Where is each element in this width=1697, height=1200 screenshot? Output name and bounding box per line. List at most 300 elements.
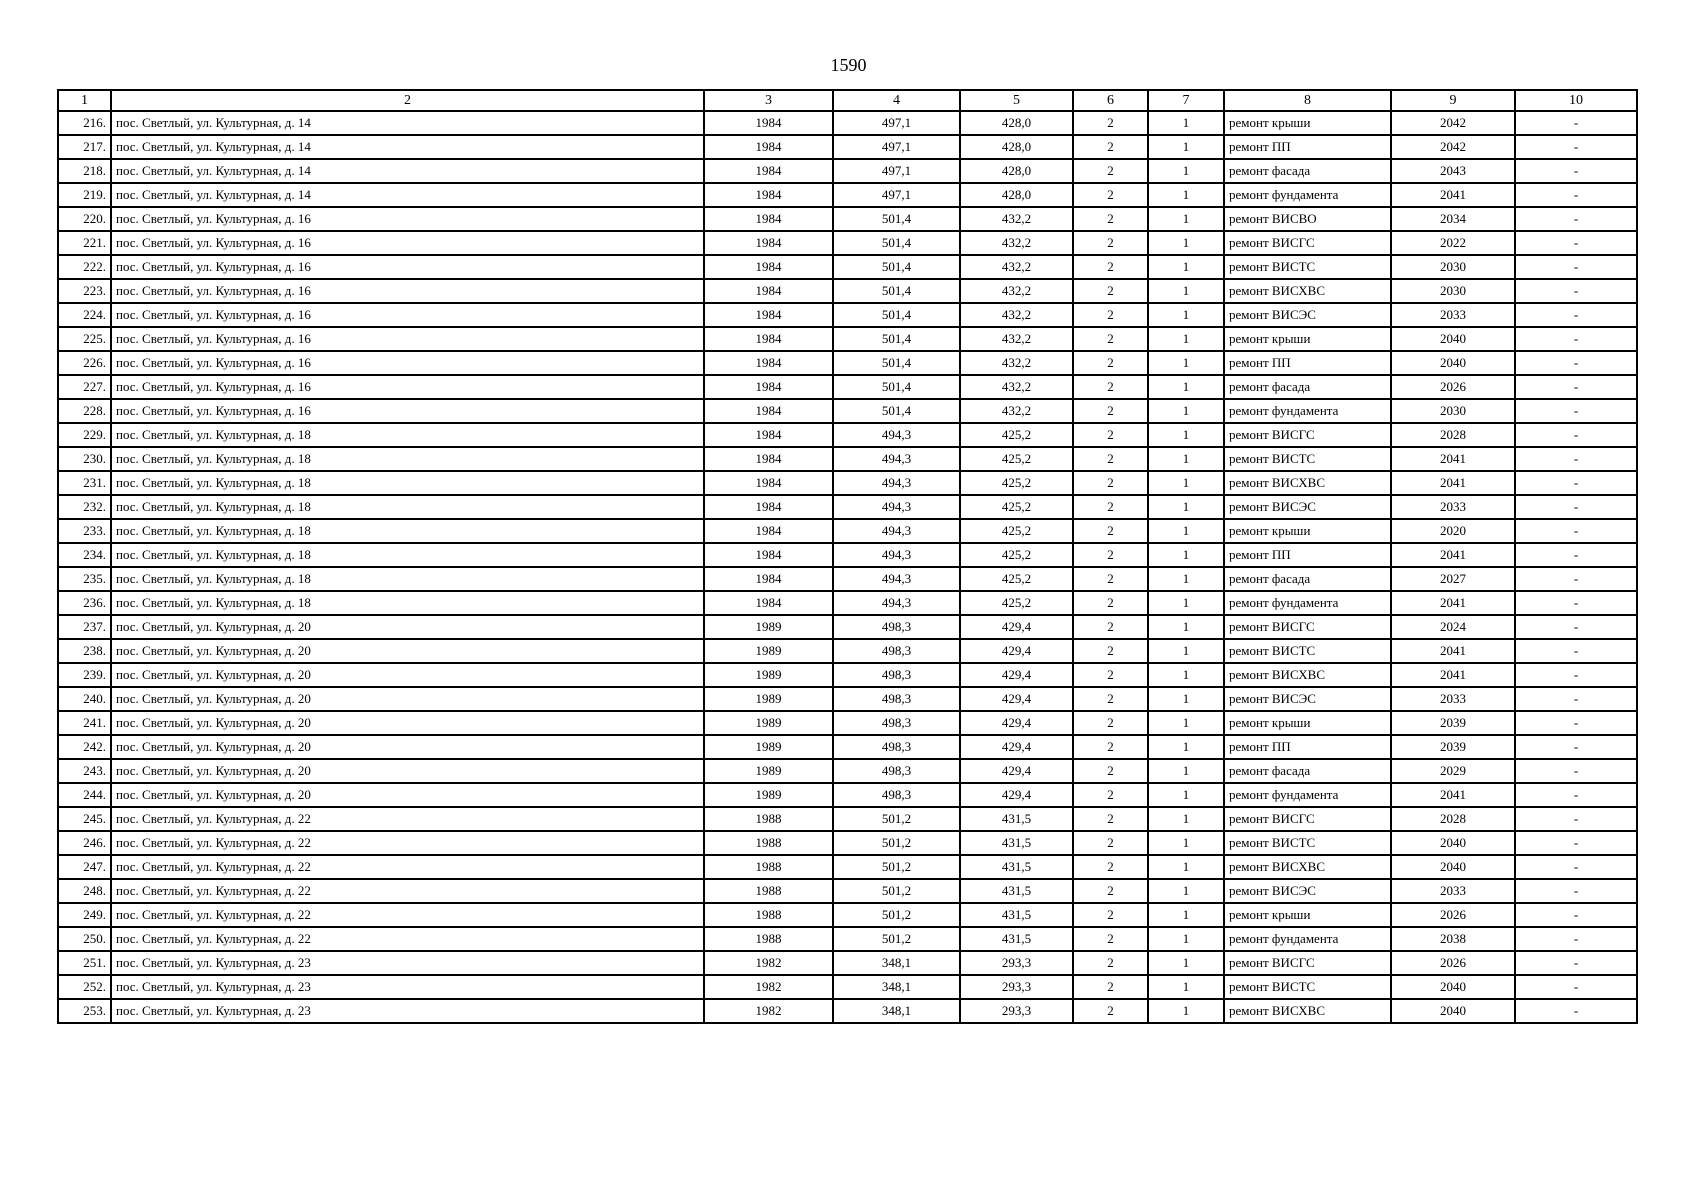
living-area-cell: 425,2 xyxy=(960,423,1073,447)
entrances-cell: 1 xyxy=(1148,279,1224,303)
year-built-cell: 1988 xyxy=(704,831,833,855)
work-type-cell: ремонт фундамента xyxy=(1224,399,1391,423)
planned-year-cell: 2041 xyxy=(1391,447,1515,471)
total-area-cell: 498,3 xyxy=(833,663,960,687)
living-area-cell: 429,4 xyxy=(960,687,1073,711)
table-row xyxy=(58,135,1637,159)
entrances-cell: 1 xyxy=(1148,999,1224,1023)
planned-year-cell: 2033 xyxy=(1391,879,1515,903)
table-row xyxy=(58,639,1637,663)
work-type-cell: ремонт ВИСЭС xyxy=(1224,879,1391,903)
note-cell: - xyxy=(1515,231,1637,255)
total-area-cell: 494,3 xyxy=(833,423,960,447)
work-type-cell: ремонт ВИСХВС xyxy=(1224,471,1391,495)
entrances-cell: 1 xyxy=(1148,231,1224,255)
floors-cell: 2 xyxy=(1073,711,1148,735)
entrances-cell: 1 xyxy=(1148,159,1224,183)
address-cell: пос. Светлый, ул. Культурная, д. 20 xyxy=(111,735,704,759)
row-number-cell: 244. xyxy=(58,783,111,807)
floors-cell: 2 xyxy=(1073,759,1148,783)
year-built-cell: 1984 xyxy=(704,303,833,327)
total-area-cell: 501,4 xyxy=(833,207,960,231)
entrances-cell: 1 xyxy=(1148,471,1224,495)
entrances-cell: 1 xyxy=(1148,687,1224,711)
address-cell: пос. Светлый, ул. Культурная, д. 20 xyxy=(111,711,704,735)
table-row xyxy=(58,615,1637,639)
work-type-cell: ремонт ВИСХВС xyxy=(1224,663,1391,687)
year-built-cell: 1984 xyxy=(704,351,833,375)
total-area-cell: 348,1 xyxy=(833,951,960,975)
work-type-cell: ремонт крыши xyxy=(1224,327,1391,351)
planned-year-cell: 2026 xyxy=(1391,951,1515,975)
address-cell: пос. Светлый, ул. Культурная, д. 18 xyxy=(111,447,704,471)
column-header: 2 xyxy=(111,90,704,111)
row-number-cell: 246. xyxy=(58,831,111,855)
table-row xyxy=(58,543,1637,567)
year-built-cell: 1984 xyxy=(704,255,833,279)
work-type-cell: ремонт ВИСЭС xyxy=(1224,495,1391,519)
address-cell: пос. Светлый, ул. Культурная, д. 20 xyxy=(111,639,704,663)
note-cell: - xyxy=(1515,183,1637,207)
floors-cell: 2 xyxy=(1073,183,1148,207)
work-type-cell: ремонт ПП xyxy=(1224,135,1391,159)
planned-year-cell: 2026 xyxy=(1391,375,1515,399)
entrances-cell: 1 xyxy=(1148,615,1224,639)
table-row xyxy=(58,975,1637,999)
row-number-cell: 217. xyxy=(58,135,111,159)
floors-cell: 2 xyxy=(1073,423,1148,447)
work-type-cell: ремонт фасада xyxy=(1224,567,1391,591)
work-type-cell: ремонт ВИСТС xyxy=(1224,255,1391,279)
work-type-cell: ремонт крыши xyxy=(1224,903,1391,927)
floors-cell: 2 xyxy=(1073,351,1148,375)
note-cell: - xyxy=(1515,807,1637,831)
living-area-cell: 432,2 xyxy=(960,327,1073,351)
row-number-cell: 253. xyxy=(58,999,111,1023)
table-body xyxy=(58,111,1637,1023)
planned-year-cell: 2040 xyxy=(1391,999,1515,1023)
table-row xyxy=(58,927,1637,951)
planned-year-cell: 2040 xyxy=(1391,351,1515,375)
row-number-cell: 236. xyxy=(58,591,111,615)
row-number-cell: 247. xyxy=(58,855,111,879)
floors-cell: 2 xyxy=(1073,255,1148,279)
column-header: 3 xyxy=(704,90,833,111)
entrances-cell: 1 xyxy=(1148,639,1224,663)
work-type-cell: ремонт ПП xyxy=(1224,735,1391,759)
year-built-cell: 1984 xyxy=(704,567,833,591)
address-cell: пос. Светлый, ул. Культурная, д. 22 xyxy=(111,879,704,903)
planned-year-cell: 2033 xyxy=(1391,687,1515,711)
living-area-cell: 429,4 xyxy=(960,615,1073,639)
living-area-cell: 428,0 xyxy=(960,135,1073,159)
row-number-cell: 243. xyxy=(58,759,111,783)
row-number-cell: 238. xyxy=(58,639,111,663)
work-type-cell: ремонт ВИСГС xyxy=(1224,807,1391,831)
note-cell: - xyxy=(1515,327,1637,351)
entrances-cell: 1 xyxy=(1148,327,1224,351)
table-row xyxy=(58,327,1637,351)
living-area-cell: 425,2 xyxy=(960,471,1073,495)
entrances-cell: 1 xyxy=(1148,735,1224,759)
floors-cell: 2 xyxy=(1073,519,1148,543)
total-area-cell: 494,3 xyxy=(833,495,960,519)
year-built-cell: 1984 xyxy=(704,135,833,159)
planned-year-cell: 2029 xyxy=(1391,759,1515,783)
repair-schedule-table xyxy=(57,89,1638,1024)
floors-cell: 2 xyxy=(1073,279,1148,303)
planned-year-cell: 2041 xyxy=(1391,183,1515,207)
living-area-cell: 428,0 xyxy=(960,159,1073,183)
living-area-cell: 432,2 xyxy=(960,231,1073,255)
total-area-cell: 501,4 xyxy=(833,303,960,327)
work-type-cell: ремонт ВИСТС xyxy=(1224,447,1391,471)
year-built-cell: 1989 xyxy=(704,735,833,759)
table-row xyxy=(58,519,1637,543)
row-number-cell: 249. xyxy=(58,903,111,927)
entrances-cell: 1 xyxy=(1148,807,1224,831)
work-type-cell: ремонт крыши xyxy=(1224,111,1391,135)
table-row xyxy=(58,447,1637,471)
row-number-cell: 224. xyxy=(58,303,111,327)
year-built-cell: 1984 xyxy=(704,159,833,183)
entrances-cell: 1 xyxy=(1148,135,1224,159)
row-number-cell: 240. xyxy=(58,687,111,711)
row-number-cell: 237. xyxy=(58,615,111,639)
floors-cell: 2 xyxy=(1073,783,1148,807)
year-built-cell: 1984 xyxy=(704,447,833,471)
total-area-cell: 348,1 xyxy=(833,975,960,999)
row-number-cell: 242. xyxy=(58,735,111,759)
year-built-cell: 1984 xyxy=(704,423,833,447)
planned-year-cell: 2039 xyxy=(1391,711,1515,735)
address-cell: пос. Светлый, ул. Культурная, д. 18 xyxy=(111,567,704,591)
entrances-cell: 1 xyxy=(1148,351,1224,375)
address-cell: пос. Светлый, ул. Культурная, д. 22 xyxy=(111,831,704,855)
total-area-cell: 494,3 xyxy=(833,591,960,615)
work-type-cell: ремонт фундамента xyxy=(1224,591,1391,615)
floors-cell: 2 xyxy=(1073,303,1148,327)
entrances-cell: 1 xyxy=(1148,111,1224,135)
living-area-cell: 425,2 xyxy=(960,519,1073,543)
planned-year-cell: 2020 xyxy=(1391,519,1515,543)
living-area-cell: 429,4 xyxy=(960,711,1073,735)
floors-cell: 2 xyxy=(1073,135,1148,159)
address-cell: пос. Светлый, ул. Культурная, д. 18 xyxy=(111,543,704,567)
table-row xyxy=(58,807,1637,831)
table-row xyxy=(58,879,1637,903)
living-area-cell: 431,5 xyxy=(960,831,1073,855)
floors-cell: 2 xyxy=(1073,615,1148,639)
year-built-cell: 1984 xyxy=(704,327,833,351)
note-cell: - xyxy=(1515,759,1637,783)
year-built-cell: 1988 xyxy=(704,879,833,903)
year-built-cell: 1988 xyxy=(704,855,833,879)
note-cell: - xyxy=(1515,567,1637,591)
work-type-cell: ремонт ВИСХВС xyxy=(1224,855,1391,879)
address-cell: пос. Светлый, ул. Культурная, д. 20 xyxy=(111,663,704,687)
living-area-cell: 432,2 xyxy=(960,255,1073,279)
planned-year-cell: 2040 xyxy=(1391,975,1515,999)
year-built-cell: 1988 xyxy=(704,807,833,831)
column-header: 6 xyxy=(1073,90,1148,111)
table-row xyxy=(58,951,1637,975)
note-cell: - xyxy=(1515,903,1637,927)
address-cell: пос. Светлый, ул. Культурная, д. 14 xyxy=(111,159,704,183)
living-area-cell: 293,3 xyxy=(960,951,1073,975)
entrances-cell: 1 xyxy=(1148,255,1224,279)
work-type-cell: ремонт ПП xyxy=(1224,351,1391,375)
total-area-cell: 498,3 xyxy=(833,759,960,783)
note-cell: - xyxy=(1515,951,1637,975)
floors-cell: 2 xyxy=(1073,207,1148,231)
year-built-cell: 1988 xyxy=(704,927,833,951)
floors-cell: 2 xyxy=(1073,855,1148,879)
note-cell: - xyxy=(1515,375,1637,399)
table-row xyxy=(58,231,1637,255)
entrances-cell: 1 xyxy=(1148,207,1224,231)
row-number-cell: 219. xyxy=(58,183,111,207)
planned-year-cell: 2041 xyxy=(1391,471,1515,495)
floors-cell: 2 xyxy=(1073,447,1148,471)
year-built-cell: 1984 xyxy=(704,591,833,615)
planned-year-cell: 2043 xyxy=(1391,159,1515,183)
note-cell: - xyxy=(1515,543,1637,567)
work-type-cell: ремонт ВИСТС xyxy=(1224,831,1391,855)
note-cell: - xyxy=(1515,927,1637,951)
year-built-cell: 1982 xyxy=(704,951,833,975)
note-cell: - xyxy=(1515,999,1637,1023)
row-number-cell: 248. xyxy=(58,879,111,903)
work-type-cell: ремонт ВИСВО xyxy=(1224,207,1391,231)
year-built-cell: 1984 xyxy=(704,375,833,399)
planned-year-cell: 2028 xyxy=(1391,423,1515,447)
living-area-cell: 431,5 xyxy=(960,807,1073,831)
table-row xyxy=(58,855,1637,879)
planned-year-cell: 2022 xyxy=(1391,231,1515,255)
note-cell: - xyxy=(1515,159,1637,183)
note-cell: - xyxy=(1515,495,1637,519)
floors-cell: 2 xyxy=(1073,687,1148,711)
row-number-cell: 235. xyxy=(58,567,111,591)
floors-cell: 2 xyxy=(1073,375,1148,399)
floors-cell: 2 xyxy=(1073,471,1148,495)
living-area-cell: 429,4 xyxy=(960,639,1073,663)
row-number-cell: 216. xyxy=(58,111,111,135)
living-area-cell: 432,2 xyxy=(960,279,1073,303)
address-cell: пос. Светлый, ул. Культурная, д. 16 xyxy=(111,207,704,231)
work-type-cell: ремонт ВИСГС xyxy=(1224,615,1391,639)
work-type-cell: ремонт ВИСЭС xyxy=(1224,303,1391,327)
note-cell: - xyxy=(1515,663,1637,687)
total-area-cell: 348,1 xyxy=(833,999,960,1023)
entrances-cell: 1 xyxy=(1148,759,1224,783)
year-built-cell: 1984 xyxy=(704,279,833,303)
total-area-cell: 501,4 xyxy=(833,231,960,255)
note-cell: - xyxy=(1515,447,1637,471)
address-cell: пос. Светлый, ул. Культурная, д. 22 xyxy=(111,807,704,831)
floors-cell: 2 xyxy=(1073,999,1148,1023)
entrances-cell: 1 xyxy=(1148,591,1224,615)
note-cell: - xyxy=(1515,519,1637,543)
table-row xyxy=(58,207,1637,231)
row-number-cell: 239. xyxy=(58,663,111,687)
total-area-cell: 501,4 xyxy=(833,279,960,303)
note-cell: - xyxy=(1515,207,1637,231)
note-cell: - xyxy=(1515,615,1637,639)
table-row xyxy=(58,759,1637,783)
total-area-cell: 497,1 xyxy=(833,135,960,159)
entrances-cell: 1 xyxy=(1148,903,1224,927)
table-row xyxy=(58,423,1637,447)
note-cell: - xyxy=(1515,639,1637,663)
total-area-cell: 498,3 xyxy=(833,687,960,711)
floors-cell: 2 xyxy=(1073,543,1148,567)
total-area-cell: 498,3 xyxy=(833,783,960,807)
total-area-cell: 497,1 xyxy=(833,111,960,135)
table-row xyxy=(58,999,1637,1023)
address-cell: пос. Светлый, ул. Культурная, д. 16 xyxy=(111,399,704,423)
address-cell: пос. Светлый, ул. Культурная, д. 22 xyxy=(111,903,704,927)
column-header: 10 xyxy=(1515,90,1637,111)
note-cell: - xyxy=(1515,471,1637,495)
work-type-cell: ремонт фундамента xyxy=(1224,783,1391,807)
row-number-cell: 221. xyxy=(58,231,111,255)
planned-year-cell: 2027 xyxy=(1391,567,1515,591)
table-row xyxy=(58,783,1637,807)
year-built-cell: 1989 xyxy=(704,615,833,639)
living-area-cell: 425,2 xyxy=(960,591,1073,615)
table-row xyxy=(58,375,1637,399)
living-area-cell: 429,4 xyxy=(960,663,1073,687)
note-cell: - xyxy=(1515,255,1637,279)
note-cell: - xyxy=(1515,279,1637,303)
living-area-cell: 293,3 xyxy=(960,975,1073,999)
table-row xyxy=(58,711,1637,735)
planned-year-cell: 2041 xyxy=(1391,783,1515,807)
address-cell: пос. Светлый, ул. Культурная, д. 18 xyxy=(111,591,704,615)
entrances-cell: 1 xyxy=(1148,663,1224,687)
entrances-cell: 1 xyxy=(1148,879,1224,903)
floors-cell: 2 xyxy=(1073,495,1148,519)
year-built-cell: 1988 xyxy=(704,903,833,927)
row-number-cell: 230. xyxy=(58,447,111,471)
table-row xyxy=(58,471,1637,495)
table-row xyxy=(58,591,1637,615)
living-area-cell: 431,5 xyxy=(960,927,1073,951)
living-area-cell: 431,5 xyxy=(960,855,1073,879)
floors-cell: 2 xyxy=(1073,903,1148,927)
living-area-cell: 432,2 xyxy=(960,303,1073,327)
total-area-cell: 501,2 xyxy=(833,831,960,855)
work-type-cell: ремонт крыши xyxy=(1224,711,1391,735)
note-cell: - xyxy=(1515,111,1637,135)
floors-cell: 2 xyxy=(1073,639,1148,663)
table-row xyxy=(58,279,1637,303)
year-built-cell: 1989 xyxy=(704,663,833,687)
living-area-cell: 431,5 xyxy=(960,903,1073,927)
total-area-cell: 501,2 xyxy=(833,879,960,903)
note-cell: - xyxy=(1515,687,1637,711)
entrances-cell: 1 xyxy=(1148,183,1224,207)
address-cell: пос. Светлый, ул. Культурная, д. 20 xyxy=(111,615,704,639)
work-type-cell: ремонт ВИСЭС xyxy=(1224,687,1391,711)
year-built-cell: 1984 xyxy=(704,471,833,495)
year-built-cell: 1984 xyxy=(704,519,833,543)
planned-year-cell: 2040 xyxy=(1391,855,1515,879)
column-header: 1 xyxy=(58,90,111,111)
note-cell: - xyxy=(1515,783,1637,807)
total-area-cell: 501,4 xyxy=(833,351,960,375)
table-row xyxy=(58,687,1637,711)
total-area-cell: 497,1 xyxy=(833,183,960,207)
year-built-cell: 1984 xyxy=(704,183,833,207)
floors-cell: 2 xyxy=(1073,831,1148,855)
planned-year-cell: 2040 xyxy=(1391,327,1515,351)
note-cell: - xyxy=(1515,423,1637,447)
address-cell: пос. Светлый, ул. Культурная, д. 14 xyxy=(111,183,704,207)
planned-year-cell: 2030 xyxy=(1391,255,1515,279)
planned-year-cell: 2042 xyxy=(1391,135,1515,159)
entrances-cell: 1 xyxy=(1148,447,1224,471)
floors-cell: 2 xyxy=(1073,399,1148,423)
floors-cell: 2 xyxy=(1073,159,1148,183)
total-area-cell: 498,3 xyxy=(833,735,960,759)
address-cell: пос. Светлый, ул. Культурная, д. 16 xyxy=(111,375,704,399)
entrances-cell: 1 xyxy=(1148,567,1224,591)
note-cell: - xyxy=(1515,351,1637,375)
row-number-cell: 252. xyxy=(58,975,111,999)
page-number: 1590 xyxy=(830,55,867,75)
table-row xyxy=(58,735,1637,759)
note-cell: - xyxy=(1515,975,1637,999)
year-built-cell: 1984 xyxy=(704,111,833,135)
address-cell: пос. Светлый, ул. Культурная, д. 16 xyxy=(111,231,704,255)
column-header: 9 xyxy=(1391,90,1515,111)
row-number-cell: 232. xyxy=(58,495,111,519)
row-number-cell: 220. xyxy=(58,207,111,231)
address-cell: пос. Светлый, ул. Культурная, д. 20 xyxy=(111,687,704,711)
total-area-cell: 494,3 xyxy=(833,567,960,591)
note-cell: - xyxy=(1515,879,1637,903)
living-area-cell: 429,4 xyxy=(960,759,1073,783)
table-row xyxy=(58,111,1637,135)
living-area-cell: 432,2 xyxy=(960,207,1073,231)
year-built-cell: 1982 xyxy=(704,999,833,1023)
entrances-cell: 1 xyxy=(1148,927,1224,951)
address-cell: пос. Светлый, ул. Культурная, д. 18 xyxy=(111,423,704,447)
row-number-cell: 250. xyxy=(58,927,111,951)
address-cell: пос. Светлый, ул. Культурная, д. 18 xyxy=(111,495,704,519)
column-header: 7 xyxy=(1148,90,1224,111)
row-number-cell: 251. xyxy=(58,951,111,975)
year-built-cell: 1984 xyxy=(704,495,833,519)
row-number-cell: 231. xyxy=(58,471,111,495)
entrances-cell: 1 xyxy=(1148,831,1224,855)
living-area-cell: 425,2 xyxy=(960,567,1073,591)
living-area-cell: 431,5 xyxy=(960,879,1073,903)
entrances-cell: 1 xyxy=(1148,975,1224,999)
note-cell: - xyxy=(1515,135,1637,159)
planned-year-cell: 2039 xyxy=(1391,735,1515,759)
total-area-cell: 494,3 xyxy=(833,471,960,495)
year-built-cell: 1984 xyxy=(704,231,833,255)
year-built-cell: 1989 xyxy=(704,687,833,711)
planned-year-cell: 2041 xyxy=(1391,639,1515,663)
note-cell: - xyxy=(1515,855,1637,879)
total-area-cell: 501,4 xyxy=(833,255,960,279)
note-cell: - xyxy=(1515,303,1637,327)
